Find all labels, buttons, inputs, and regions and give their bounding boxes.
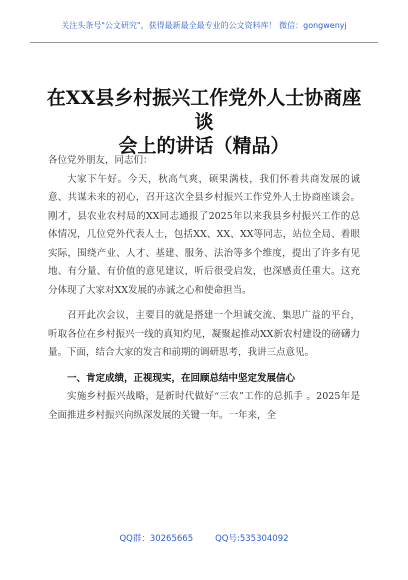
salutation: 各位党外朋友，同志们： xyxy=(48,155,153,166)
document-body xyxy=(48,152,360,425)
paragraph-section-1: 实施乡村振兴战略，是新时代做好“三农”工作的总抓手 。2025年是全面推进乡村振兴向纵深发展的关键一年。一年来，全 xyxy=(48,391,360,421)
title-line-2: 会上的讲话（精品） xyxy=(118,135,290,157)
document-title xyxy=(40,86,368,158)
title-line-1: 在XX县乡村振兴工作党外人士协商座谈 xyxy=(46,87,362,133)
footer-contact xyxy=(0,532,408,544)
paragraph-purpose: 召开此次会议，主要目的就是搭建一个坦诚交流、集思广益的平台，听取各位在乡村振兴一线的真知灼见，凝聚起推动XX新农村建设的磅礴力量。下面，结合大家的发言和前期的调研思考，我讲三点意见。 xyxy=(48,310,360,358)
section-heading-1: 一、肯定成绩，正视现实，在回顾总结中坚定发展信心 xyxy=(67,372,296,384)
footer-qq-group: QQ群：30265665 xyxy=(119,534,194,544)
paragraph-opening: 大家下午好。今天，秋高气爽，硕果满枝，我们怀着共商发展的诚意、共谋未来的初心，召开这次全县乡村振兴工作党外人士协商座谈会。刚才，县农业农村局的XX同志通报了2025年以来我县乡村振兴工作的总体情况，几位党外代表人士，包括XX、XX、XX等同志，站位全局、着眼实际，围绕产业、人才、基建、服务、法治等多个维度，提出了许多有见地、有分量、有价值的意见建议，听后很受启发，也深感责任重大。这充分体现了大家对XX发展的赤诚之心和使命担当。 xyxy=(48,173,360,296)
header-promo-note: 关注头条号"公文研究"，获得最新最全最专业的公文资料库！ 微信：gongwenyj xyxy=(61,21,347,30)
footer-qq-number: QQ号:535304092 xyxy=(215,534,289,544)
header-divider xyxy=(30,42,378,43)
